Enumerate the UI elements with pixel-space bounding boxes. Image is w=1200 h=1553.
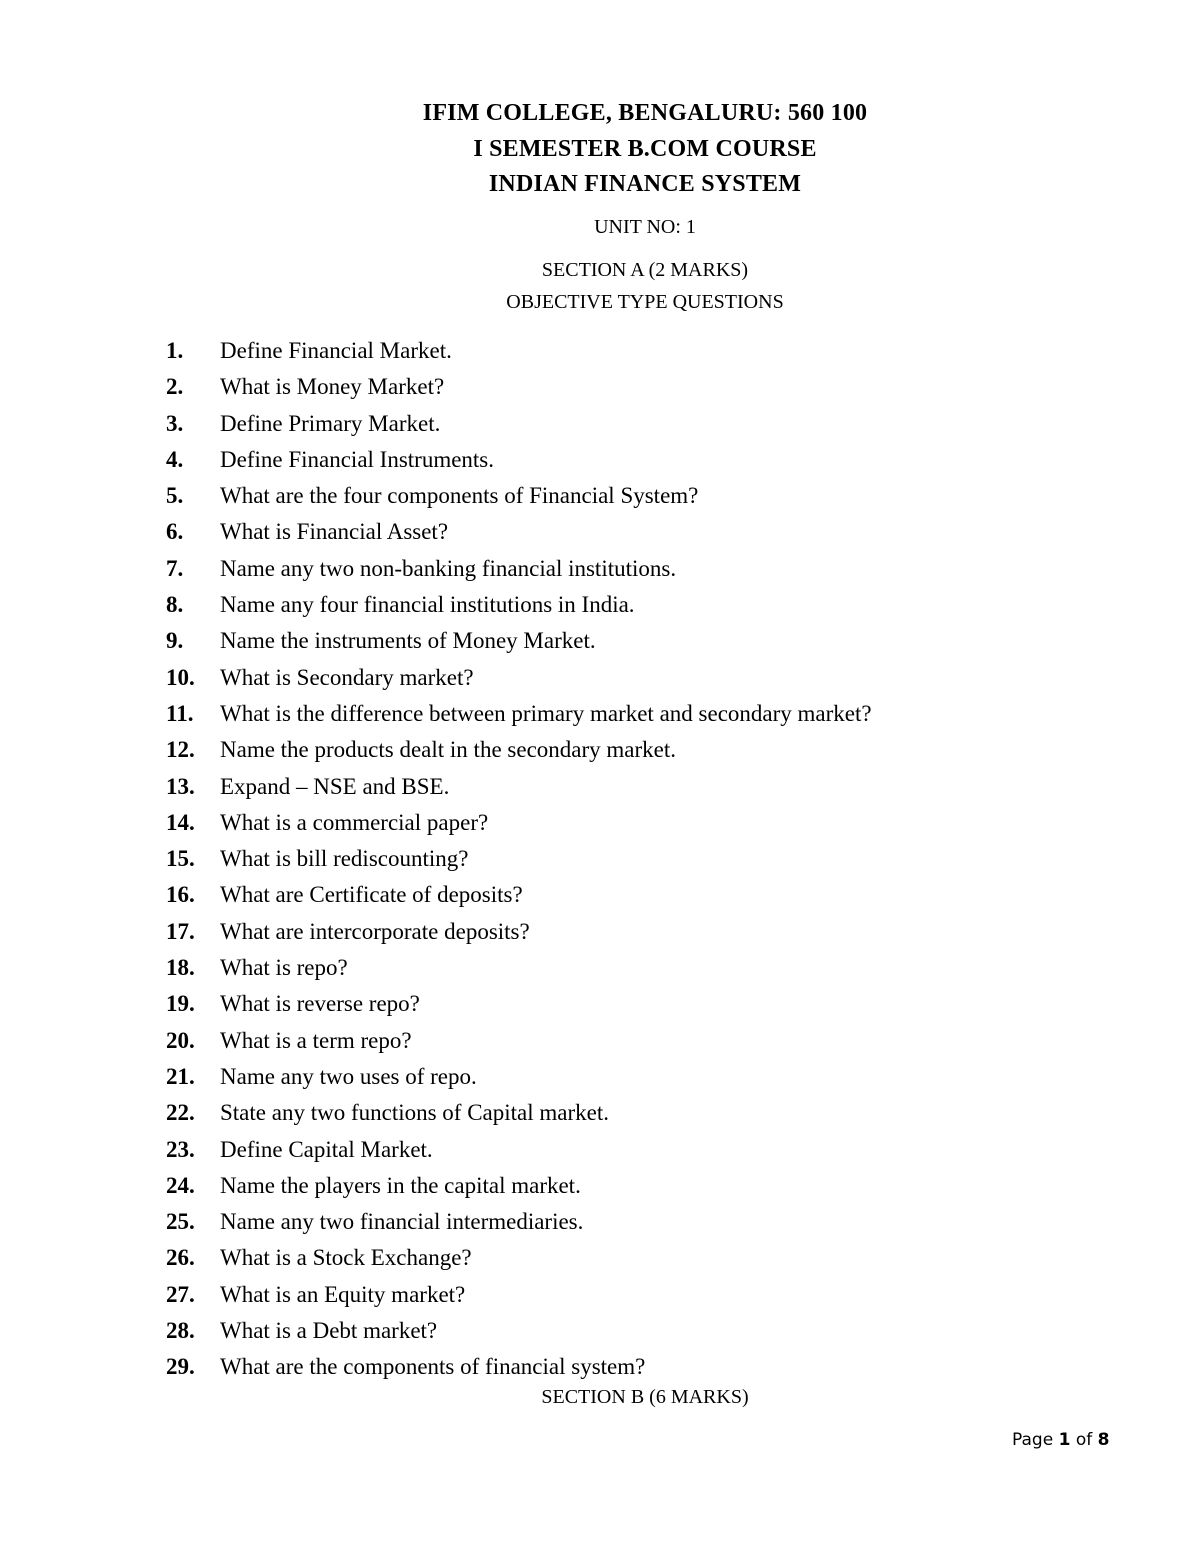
question-item [0,369,1200,405]
question-item [0,442,1200,478]
question-text: What is a commercial paper? [220,809,489,835]
question-number: 20. [166,1027,195,1053]
question-text: Define Capital Market. [220,1136,433,1162]
college-title: IFIM COLLEGE, BENGALURU: 560 100 [422,100,868,126]
question-item [0,1132,1200,1168]
question-item [0,1023,1200,1059]
question-item [0,1277,1200,1313]
question-number: 22. [166,1100,195,1126]
question-item [0,478,1200,514]
question-text: What are the components of financial system? [220,1354,646,1380]
question-number: 18. [166,955,195,981]
question-item [0,1349,1200,1385]
question-item [0,551,1200,587]
question-text: Name the instruments of Money Market. [220,628,596,654]
question-text: Define Financial Instruments. [220,446,495,472]
question-item [0,514,1200,550]
question-text: Name any two uses of repo. [220,1063,477,1089]
question-number: 19. [166,991,195,1017]
question-text: Name the products dealt in the secondary market. [220,737,677,763]
page-total: 8 [1097,1430,1110,1450]
question-item [0,333,1200,369]
question-number: 15. [166,846,195,872]
question-item [0,1204,1200,1240]
question-number: 8. [166,592,184,618]
question-text: What is the difference between primary market and secondary market? [220,700,872,726]
question-number: 14. [166,809,195,835]
question-number: 16. [166,882,195,908]
question-number: 17. [166,918,195,944]
question-number: 27. [166,1281,195,1307]
question-text: Name any two non-banking financial institutions. [220,555,677,581]
question-number: 4. [166,446,184,472]
question-text: Name any two financial intermediaries. [220,1209,584,1235]
question-text: What is bill rediscounting? [220,846,469,872]
question-number: 2. [166,374,184,400]
question-number: 11. [166,700,194,726]
section-a-heading: SECTION A (2 MARKS) [541,259,749,281]
question-number: 9. [166,628,184,654]
question-text: What are Certificate of deposits? [220,882,523,908]
question-item [0,623,1200,659]
question-text: What is Money Market? [220,374,445,400]
question-text: What is a term repo? [220,1027,412,1053]
question-list [0,333,1200,1386]
question-text: What are intercorporate deposits? [220,918,530,944]
question-number: 6. [166,519,184,545]
question-item [0,406,1200,442]
page-current: 1 [1058,1430,1071,1450]
question-item [0,1168,1200,1204]
question-number: 1. [166,338,184,363]
question-item [0,1095,1200,1131]
question-type-heading: OBJECTIVE TYPE QUESTIONS [506,291,784,313]
question-text: Name the players in the capital market. [220,1172,581,1198]
question-number: 13. [166,773,195,799]
course-title: I SEMESTER B.COM COURSE [473,136,817,162]
question-number: 26. [166,1245,195,1271]
question-number: 28. [166,1318,195,1344]
question-number: 23. [166,1136,195,1162]
subject-title: INDIAN FINANCE SYSTEM [488,171,802,197]
question-number: 29. [166,1354,195,1380]
question-text: What is repo? [220,955,348,981]
question-number: 3. [166,410,184,436]
question-item [0,841,1200,877]
question-item [0,914,1200,950]
page-label: Page [1012,1430,1054,1450]
question-item [0,696,1200,732]
question-item [0,877,1200,913]
question-item [0,587,1200,623]
section-b-heading: SECTION B (6 MARKS) [541,1386,749,1408]
of-label: of [1075,1430,1093,1450]
question-item [0,805,1200,841]
question-item [0,1059,1200,1095]
question-text: State any two functions of Capital market. [220,1100,609,1126]
question-item [0,986,1200,1022]
question-item [0,1313,1200,1349]
question-number: 10. [166,664,195,690]
question-text: Define Primary Market. [220,410,441,436]
question-number: 24. [166,1172,195,1198]
unit-heading: UNIT NO: 1 [594,216,696,238]
question-text: What is Financial Asset? [220,519,449,545]
page-number [1012,1430,1109,1450]
question-text: What is a Debt market? [220,1318,438,1344]
question-item [0,950,1200,986]
question-number: 5. [166,483,184,509]
question-text: What is a Stock Exchange? [220,1245,472,1271]
question-text: What is reverse repo? [220,991,420,1017]
question-item [0,732,1200,768]
question-item [0,1240,1200,1276]
question-text: Expand – NSE and BSE. [220,773,450,799]
question-text: Name any four financial institutions in India. [220,592,635,618]
question-item [0,660,1200,696]
question-number: 7. [166,555,184,581]
question-item [0,769,1200,805]
question-number: 21. [166,1063,195,1089]
question-number: 12. [166,737,195,763]
question-text: What is an Equity market? [220,1281,466,1307]
question-text: What is Secondary market? [220,664,474,690]
question-text: What are the four components of Financial System? [220,483,699,509]
question-number: 25. [166,1209,195,1235]
question-text: Define Financial Market. [220,338,452,363]
